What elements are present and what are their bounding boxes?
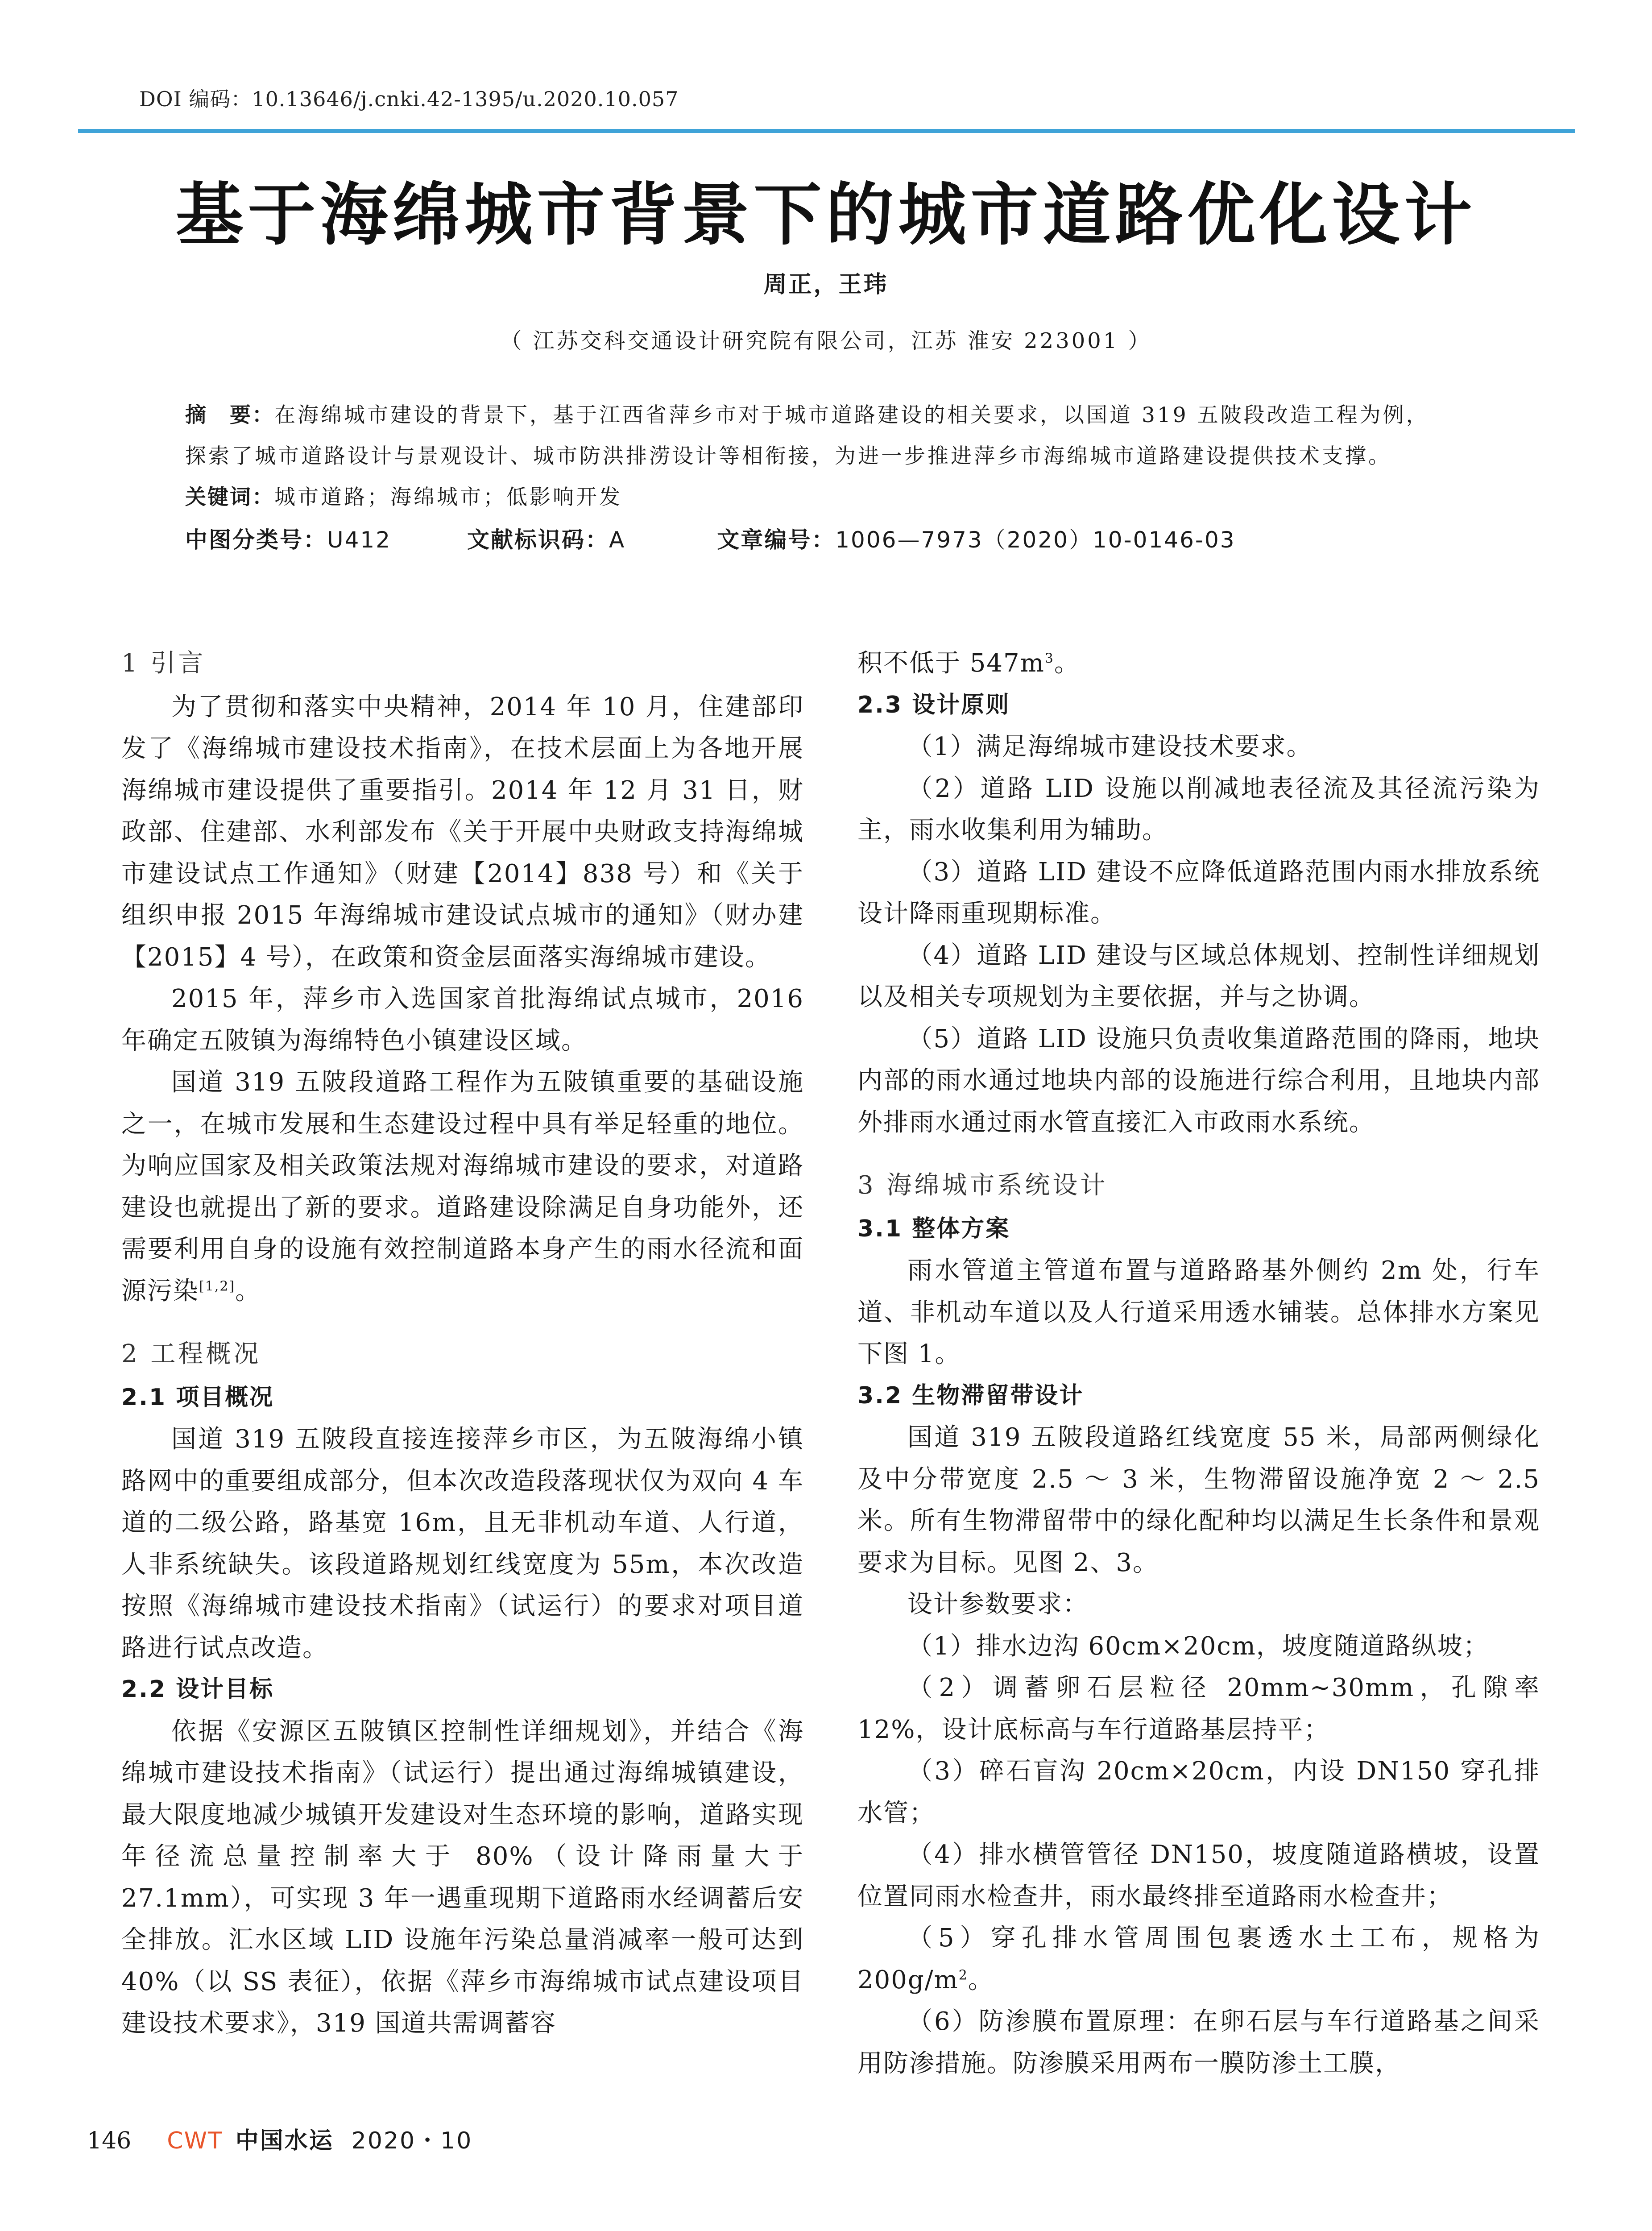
clc-value: U412 bbox=[327, 527, 392, 553]
paragraph-text: 积不低于 547m bbox=[857, 649, 1045, 678]
issue-number: 2020・10 bbox=[351, 2127, 473, 2154]
section-heading-overview: 2 工程概况 bbox=[121, 1339, 261, 1368]
list-item: （4）道路 LID 建设与区域总体规划、控制性详细规划以及相关专项规划为主要依据，并与之协调。 bbox=[857, 941, 1540, 1012]
classification-line bbox=[185, 522, 1506, 554]
keywords: 城市道路；海绵城市；低影响开发 bbox=[274, 485, 622, 510]
paragraph: 依据《安源区五陂镇区控制性详细规划》，并结合《海绵城市建设技术指南》（试运行）提出通过海绵城镇建设，最大限度地减少城镇开发建设对生态环境的影响，道路实现年径流总量控制率大于 80%（设计降雨量大于 27.1mm），可实现 3 年一遇重现期下道路雨水经调蓄后安全排放。汇水区域 LID 设施年污染总量消减率一般可达到 40%（以 SS 表征），依据《萍乡市海绵城市试点建设项目建设技术要求》，319 国道共需调蓄容 bbox=[121, 1717, 804, 2038]
subsection-heading-2-3: 2.3 设计原则 bbox=[857, 691, 1010, 718]
doccode-label: 文献标识码： bbox=[467, 527, 609, 553]
superscript: 2 bbox=[958, 1967, 968, 1983]
paragraph: 为了贯彻和落实中央精神，2014 年 10 月，住建部印发了《海绵城市建设技术指南》，在技术层面上为各地开展海绵城市建设提供了重要指引。2014 年 12 月 31 日，财政部、住建部、水利部发布《关于开展中央财政支持海绵城市建设试点工作通知》（财建【2014】838 号）和《关于组织申报 2015 年海绵城市建设试点城市的通知》（财办建【2015】4 号），在政策和资金层面落实海绵城市建设。 bbox=[121, 692, 804, 972]
section-heading-system: 3 海绵城市系统设计 bbox=[857, 1171, 1108, 1200]
doi-line: DOI 编码：10.13646/j.cnki.42-1395/u.2020.10.057 bbox=[139, 87, 679, 111]
paragraph-end: 。 bbox=[1054, 649, 1080, 678]
list-item: （1）满足海绵城市建设技术要求。 bbox=[907, 732, 1312, 761]
paragraph: 国道 319 五陂段直接连接萍乡市区，为五陂海绵小镇路网中的重要组成部分，但本次改造段落现状仅为双向 4 车道的二级公路，路基宽 16m，且无非机动车道、人行道，人非系统缺失。该段道路规划红线宽度为 55m，本次改造按照《海绵城市建设技术指南》（试运行）的要求对项目道路进行试点改造。 bbox=[121, 1425, 804, 1663]
paragraph-text: 国道 319 五陂段道路工程作为五陂镇重要的基础设施之一，在城市发展和生态建设过程中具有举足轻重的地位。为响应国家及相关政策法规对海绵城市建设的要求，对道路建设也就提出了新的要求。道路建设除满足自身功能外，还需要利用自身的设施有效控制道路本身产生的雨水径流和面源污染 bbox=[121, 1068, 804, 1306]
subsection-heading-2-2: 2.2 设计目标 bbox=[121, 1676, 274, 1703]
journal-name: 中国水运 bbox=[235, 2127, 334, 2154]
artno-value: 1006—7973（2020）10-0146-03 bbox=[835, 527, 1236, 553]
artno-label: 文章编号： bbox=[717, 527, 836, 553]
citation-ref: [1,2] bbox=[199, 1278, 236, 1294]
abstract-line-1 bbox=[185, 395, 1506, 436]
affiliation: （ 江苏交科交通设计研究院有限公司，江苏 淮安 223001 ） bbox=[500, 328, 1152, 353]
list-item bbox=[857, 1917, 1540, 2001]
list-item-end: 。 bbox=[968, 1965, 994, 1995]
list-item: （2）道路 LID 设施以削减地表径流及其径流污染为主，雨水收集利用为辅助。 bbox=[857, 774, 1540, 845]
keywords-line bbox=[185, 477, 1506, 518]
abstract-text-1: 在海绵城市建设的背景下，基于江西省萍乡市对于城市道路建设的相关要求，以国道 319 五陂段改造工程为例， bbox=[274, 403, 1429, 427]
superscript: 3 bbox=[1044, 651, 1054, 667]
doccode-value: A bbox=[609, 527, 626, 553]
subsection-heading-3-2: 3.2 生物滞留带设计 bbox=[857, 1382, 1084, 1409]
right-column bbox=[857, 643, 1540, 2084]
subsection-heading-3-1: 3.1 整体方案 bbox=[857, 1215, 1010, 1242]
header-rule bbox=[78, 129, 1575, 133]
list-item: （5）道路 LID 设施只负责收集道路范围的降雨，地块内部的雨水通过地块内部的设施进行综合利用，且地块内部外排雨水通过雨水管直接汇入市政雨水系统。 bbox=[857, 1024, 1540, 1137]
left-column bbox=[121, 643, 804, 2044]
abstract-line-2: 探索了城市道路设计与景观设计、城市防洪排涝设计等相衔接，为进一步推进萍乡市海绵城市道路建设提供技术支撑。 bbox=[185, 444, 1391, 469]
abstract-block bbox=[185, 395, 1506, 518]
keywords-label: 关键词： bbox=[185, 485, 274, 510]
paragraph bbox=[121, 1062, 804, 1312]
list-item-text: （5）穿孔排水管周围包裹透水土工布，规格为 200g/m bbox=[857, 1924, 1540, 1995]
list-item: （2）调蓄卵石层粒径 20mm~30mm，孔隙率 12%，设计底标高与车行道路基层持平； bbox=[857, 1673, 1540, 1744]
list-item: （3）碎石盲沟 20cm×20cm，内设 DN150 穿孔排水管； bbox=[857, 1757, 1540, 1828]
abstract-label: 摘 要： bbox=[185, 403, 274, 427]
page-footer bbox=[87, 2122, 472, 2155]
clc-label: 中图分类号： bbox=[185, 527, 327, 553]
paragraph-continued bbox=[857, 643, 1540, 684]
list-item: （4）排水横管管径 DN150，坡度随道路横坡，设置位置同雨水检查井，雨水最终排至道路雨水检查井； bbox=[857, 1840, 1540, 1911]
authors: 周正，王玮 bbox=[763, 271, 889, 298]
paragraph: 雨水管道主管道布置与道路路基外侧约 2m 处，行车道、非机动车道以及人行道采用透水铺装。总体排水方案见下图 1。 bbox=[857, 1256, 1540, 1368]
page-number: 146 bbox=[87, 2127, 132, 2154]
paragraph-end: 。 bbox=[235, 1276, 261, 1306]
section-heading-intro: 1 引言 bbox=[121, 649, 206, 678]
article-title: 基于海绵城市背景下的城市道路优化设计 bbox=[175, 174, 1477, 254]
list-item: （6）防渗膜布置原理：在卵石层与车行道路基之间采用防渗措施。防渗膜采用两布一膜防渗土工膜， bbox=[857, 2007, 1540, 2078]
list-item: （1）排水边沟 60cm×20cm，坡度随道路纵坡； bbox=[907, 1631, 1489, 1661]
paragraph: 国道 319 五陂段道路红线宽度 55 米，局部两侧绿化及中分带宽度 2.5 ～ 3 米，生物滞留设施净宽 2 ～ 2.5 米。所有生物滞留带中的绿化配种均以满足生长条件和景观要求为目标。见图 2、3。 bbox=[857, 1423, 1540, 1577]
list-item: （3）道路 LID 建设不应降低道路范围内雨水排放系统设计降雨重现期标准。 bbox=[857, 857, 1540, 928]
paragraph: 设计参数要求： bbox=[907, 1590, 1089, 1619]
paragraph: 2015 年，萍乡市入选国家首批海绵试点城市，2016 年确定五陂镇为海绵特色小镇建设区域。 bbox=[121, 984, 804, 1055]
subsection-heading-2-1: 2.1 项目概况 bbox=[121, 1384, 274, 1411]
brand-logo-text: CWT bbox=[167, 2127, 223, 2154]
